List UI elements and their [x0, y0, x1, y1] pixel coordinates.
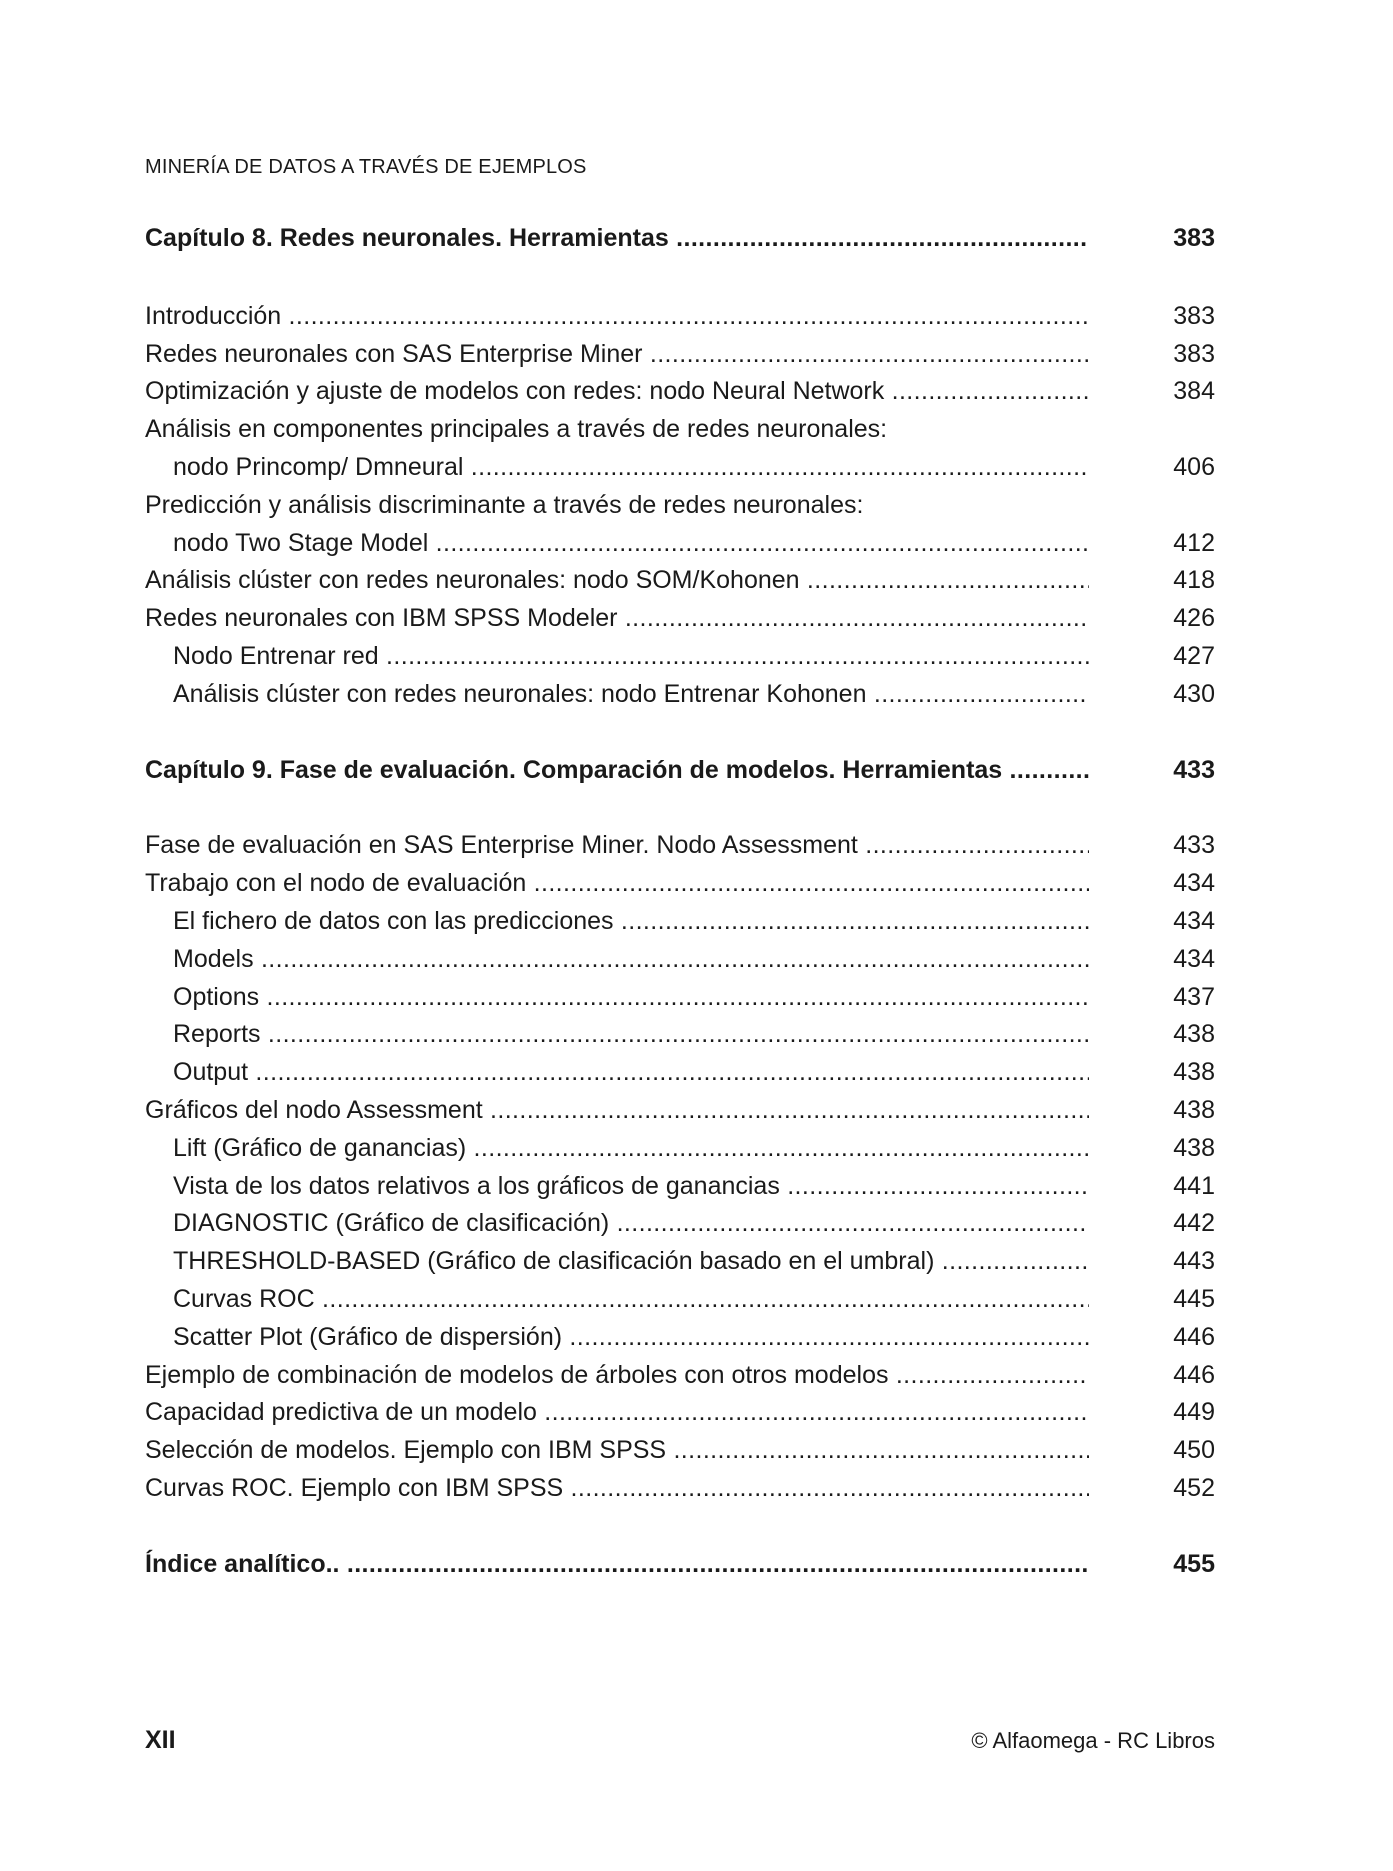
toc-entry-label: Redes neuronales con SAS Enterprise Miner ..... — [145, 336, 1089, 374]
toc-entry — [145, 941, 1215, 979]
toc-page-number: 442 — [1173, 1209, 1215, 1238]
toc-page-number: 452 — [1173, 1473, 1215, 1502]
toc-entry — [145, 411, 1215, 449]
toc-entry-label: nodo Princomp/ Dmneural ..... — [173, 449, 1089, 487]
table-of-contents — [145, 220, 1215, 1584]
toc-entry — [145, 1130, 1215, 1168]
toc-entry — [145, 676, 1215, 714]
toc-entry-label: Gráficos del nodo Assessment ..... — [145, 1092, 1089, 1130]
toc-entry — [145, 1394, 1215, 1432]
toc-entry — [145, 336, 1215, 374]
toc-page-number: 438 — [1173, 1095, 1215, 1124]
toc-entry — [145, 1092, 1215, 1130]
toc-page-number: 434 — [1173, 869, 1215, 898]
toc-entry — [145, 1168, 1215, 1206]
toc-entry-label: Curvas ROC ..... — [173, 1281, 1089, 1319]
toc-entry — [145, 865, 1215, 903]
running-header: MINERÍA DE DATOS A TRAVÉS DE EJEMPLOS — [145, 156, 587, 178]
toc-entry — [145, 827, 1215, 865]
book-page — [145, 0, 1215, 1871]
toc-entry-label: Nodo Entrenar red ..... — [173, 638, 1089, 676]
toc-entry — [145, 1281, 1215, 1319]
toc-page-number: 455 — [1173, 1549, 1215, 1578]
toc-page-number: 383 — [1173, 224, 1215, 252]
toc-entry — [145, 487, 1215, 525]
toc-page-number: 449 — [1173, 1398, 1215, 1427]
toc-page-number: 443 — [1173, 1247, 1215, 1276]
toc-entry — [145, 1357, 1215, 1395]
toc-entry-label: Análisis en componentes principales a través de redes neuronales: — [145, 415, 888, 444]
toc-entry — [145, 562, 1215, 600]
toc-entry-label: Selección de modelos. Ejemplo con IBM SPSS ..... — [145, 1432, 1089, 1470]
toc-page-number: 383 — [1173, 339, 1215, 368]
toc-page-number: 433 — [1173, 831, 1215, 860]
toc-page-number: 412 — [1173, 528, 1215, 557]
toc-entry-label: El fichero de datos con las predicciones ..... — [173, 903, 1089, 941]
toc-entry-label: Análisis clúster con redes neuronales: nodo SOM/Kohonen ..... — [145, 562, 1089, 600]
toc-page-number: 445 — [1173, 1284, 1215, 1313]
toc-page-number: 384 — [1173, 377, 1215, 406]
toc-page-number: 418 — [1173, 566, 1215, 595]
toc-entry-label: Capacidad predictiva de un modelo ..... — [145, 1394, 1089, 1432]
toc-entry-label: Análisis clúster con redes neuronales: nodo Entrenar Kohonen ..... — [173, 676, 1089, 714]
toc-entry-label: Fase de evaluación en SAS Enterprise Miner. Nodo Assessment ..... — [145, 827, 1089, 865]
toc-entry — [145, 1243, 1215, 1281]
page-number: XII — [145, 1726, 176, 1754]
toc-chapter-8 — [145, 220, 1215, 258]
toc-entry — [145, 1054, 1215, 1092]
toc-entry — [145, 979, 1215, 1017]
toc-entry-label: Redes neuronales con IBM SPSS Modeler ..... — [145, 600, 1089, 638]
toc-entry-label: Reports ..... — [173, 1016, 1089, 1054]
toc-entry — [145, 298, 1215, 336]
toc-index-label: Índice analítico.. ..... — [145, 1546, 1089, 1584]
toc-page-number: 406 — [1173, 452, 1215, 481]
toc-page-number: 438 — [1173, 1133, 1215, 1162]
toc-page-number: 426 — [1173, 604, 1215, 633]
toc-page-number: 434 — [1173, 944, 1215, 973]
toc-entry-label: Output ..... — [173, 1054, 1089, 1092]
toc-page-number: 427 — [1173, 641, 1215, 670]
toc-entry — [145, 903, 1215, 941]
toc-entry-label: Vista de los datos relativos a los gráficos de ganancias ..... — [173, 1168, 1089, 1206]
toc-page-number: 441 — [1173, 1171, 1215, 1200]
toc-page-number: 383 — [1173, 301, 1215, 330]
toc-page-number: 434 — [1173, 906, 1215, 935]
toc-entry-label: Optimización y ajuste de modelos con redes: nodo Neural Network ..... — [145, 373, 1089, 411]
toc-entry-label: Ejemplo de combinación de modelos de árboles con otros modelos ..... — [145, 1357, 1089, 1395]
toc-entry-label: DIAGNOSTIC (Gráfico de clasificación) ..... — [173, 1205, 1089, 1243]
toc-entry-label: Scatter Plot (Gráfico de dispersión) ..... — [173, 1319, 1089, 1357]
toc-entry — [145, 1319, 1215, 1357]
toc-entry — [145, 1470, 1215, 1508]
toc-entry — [145, 525, 1215, 563]
toc-entry — [145, 1205, 1215, 1243]
toc-page-number: 446 — [1173, 1322, 1215, 1351]
toc-entry-label: Predicción y análisis discriminante a través de redes neuronales: — [145, 490, 864, 519]
toc-page-number: 433 — [1173, 755, 1215, 784]
toc-entry — [145, 638, 1215, 676]
toc-entry — [145, 600, 1215, 638]
toc-chapter-9 — [145, 752, 1215, 790]
toc-page-number: 438 — [1173, 1058, 1215, 1087]
toc-entry-label: THRESHOLD-BASED (Gráfico de clasificación basado en el umbral) ..... — [173, 1243, 1089, 1281]
toc-entry-label: Lift (Gráfico de ganancias) ..... — [173, 1130, 1089, 1168]
toc-entry-label: nodo Two Stage Model ..... — [173, 525, 1089, 563]
toc-entry — [145, 1016, 1215, 1054]
toc-chapter-label: Capítulo 9. Fase de evaluación. Comparación de modelos. Herramientas ..... — [145, 752, 1089, 790]
toc-entry-label: Options ..... — [173, 979, 1089, 1017]
toc-entry-label: Introducción ..... — [145, 298, 1089, 336]
toc-entry-label: Curvas ROC. Ejemplo con IBM SPSS ..... — [145, 1470, 1089, 1508]
toc-page-number: 446 — [1173, 1360, 1215, 1389]
toc-entry — [145, 1432, 1215, 1470]
copyright-notice: © Alfaomega - RC Libros — [971, 1728, 1215, 1753]
toc-page-number: 450 — [1173, 1436, 1215, 1465]
toc-entry — [145, 449, 1215, 487]
toc-page-number: 437 — [1173, 982, 1215, 1011]
toc-entry — [145, 373, 1215, 411]
toc-chapter-label: Capítulo 8. Redes neuronales. Herramientas ..... — [145, 220, 1089, 258]
toc-page-number: 438 — [1173, 1020, 1215, 1049]
toc-entry-label: Models ..... — [173, 941, 1089, 979]
toc-entry-label: Trabajo con el nodo de evaluación ..... — [145, 865, 1089, 903]
toc-page-number: 430 — [1173, 679, 1215, 708]
toc-index — [145, 1546, 1215, 1584]
